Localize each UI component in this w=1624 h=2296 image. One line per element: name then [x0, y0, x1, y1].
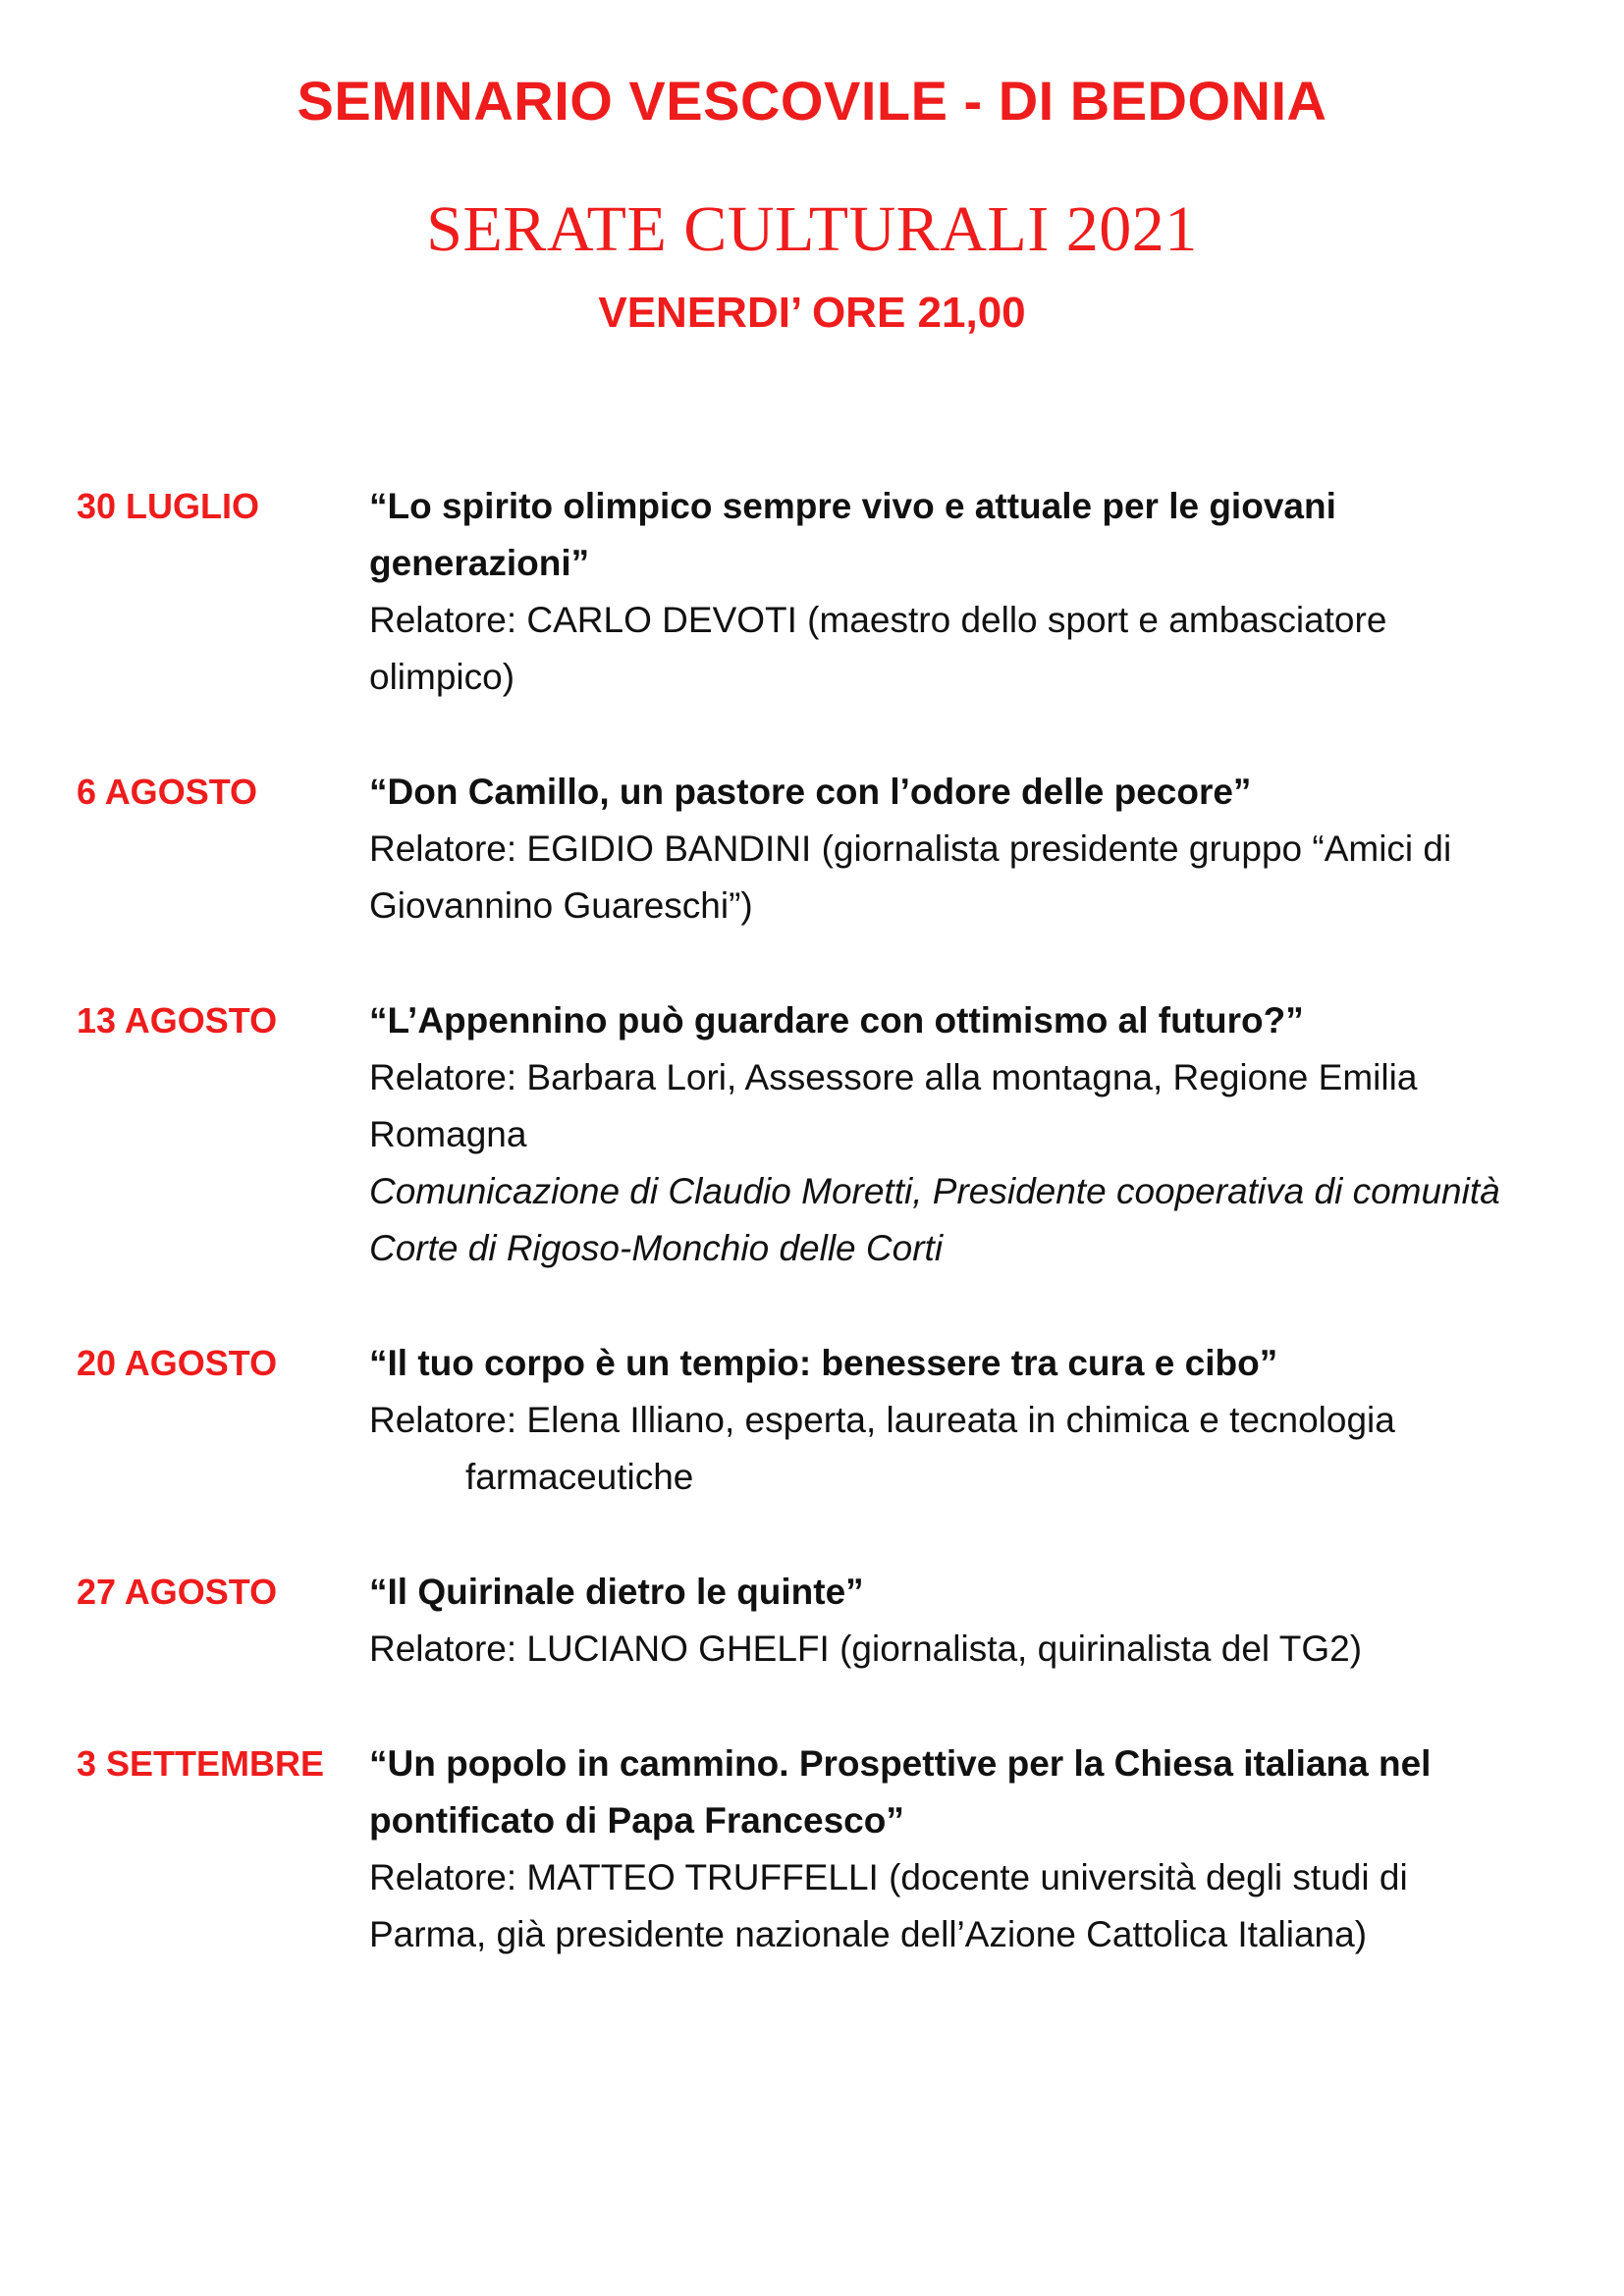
event-details [369, 992, 1508, 1277]
event-item [77, 1735, 1549, 1963]
event-talk-title: “Il Quirinale dietro le quinte” [369, 1572, 864, 1612]
event-item [77, 1335, 1549, 1506]
event-details [369, 1564, 1508, 1678]
event-series-title: SERATE CULTURALI 2021 [426, 193, 1198, 265]
event-date: 30 LUGLIO [77, 486, 260, 526]
event-details [369, 478, 1508, 706]
schedule-time: VENERDI’ ORE 21,00 [598, 289, 1026, 337]
event-speaker: Relatore: Barbara Lori, Assessore alla montagna, Regione Emilia Romagna [369, 1057, 1418, 1154]
event-date: 20 AGOSTO [77, 1343, 278, 1383]
event-item [77, 764, 1549, 934]
event-date: 6 AGOSTO [77, 772, 258, 812]
event-talk-title: “L’Appennino può guardare con ottimismo al futuro?” [369, 1000, 1304, 1041]
event-talk-title: “Un popolo in cammino. Prospettive per la Chiesa italiana nel pontificato di Papa Francesco” [369, 1743, 1432, 1841]
event-details [369, 764, 1508, 934]
event-list [77, 478, 1549, 2021]
event-date: 3 SETTEMBRE [77, 1743, 325, 1784]
event-item [77, 1564, 1549, 1678]
event-speaker: Relatore: LUCIANO GHELFI (giornalista, quirinalista del TG2) [369, 1629, 1363, 1669]
event-talk-title: “Il tuo corpo è un tempio: benessere tra cura e cibo” [369, 1343, 1278, 1383]
event-date: 27 AGOSTO [77, 1572, 278, 1612]
event-item [77, 992, 1549, 1277]
event-item [77, 478, 1549, 706]
event-details [369, 1335, 1508, 1506]
event-speaker: Relatore: EGIDIO BANDINI (giornalista presidente gruppo “Amici di Giovannino Guareschi”) [369, 828, 1452, 926]
event-speaker-continued: farmaceutiche [465, 1457, 694, 1497]
event-details [369, 1735, 1508, 1963]
event-note: Comunicazione di Claudio Moretti, Presidente cooperativa di comunità Corte di Rigoso-Monchio delle Corti [369, 1171, 1500, 1268]
event-date: 13 AGOSTO [77, 1000, 278, 1041]
event-speaker: Relatore: Elena Illiano, esperta, laureata in chimica e tecnologia [369, 1400, 1395, 1440]
event-talk-title: “Don Camillo, un pastore con l’odore delle pecore” [369, 772, 1252, 812]
organization-title: SEMINARIO VESCOVILE - DI BEDONIA [297, 70, 1327, 132]
event-talk-title: “Lo spirito olimpico sempre vivo e attuale per le giovani generazioni” [369, 486, 1336, 583]
event-speaker: Relatore: CARLO DEVOTI (maestro dello sport e ambasciatore olimpico) [369, 600, 1387, 697]
event-speaker: Relatore: MATTEO TRUFFELLI (docente università degli studi di Parma, già presidente nazionale dell’Azione Cattolica Italiana) [369, 1857, 1408, 1954]
